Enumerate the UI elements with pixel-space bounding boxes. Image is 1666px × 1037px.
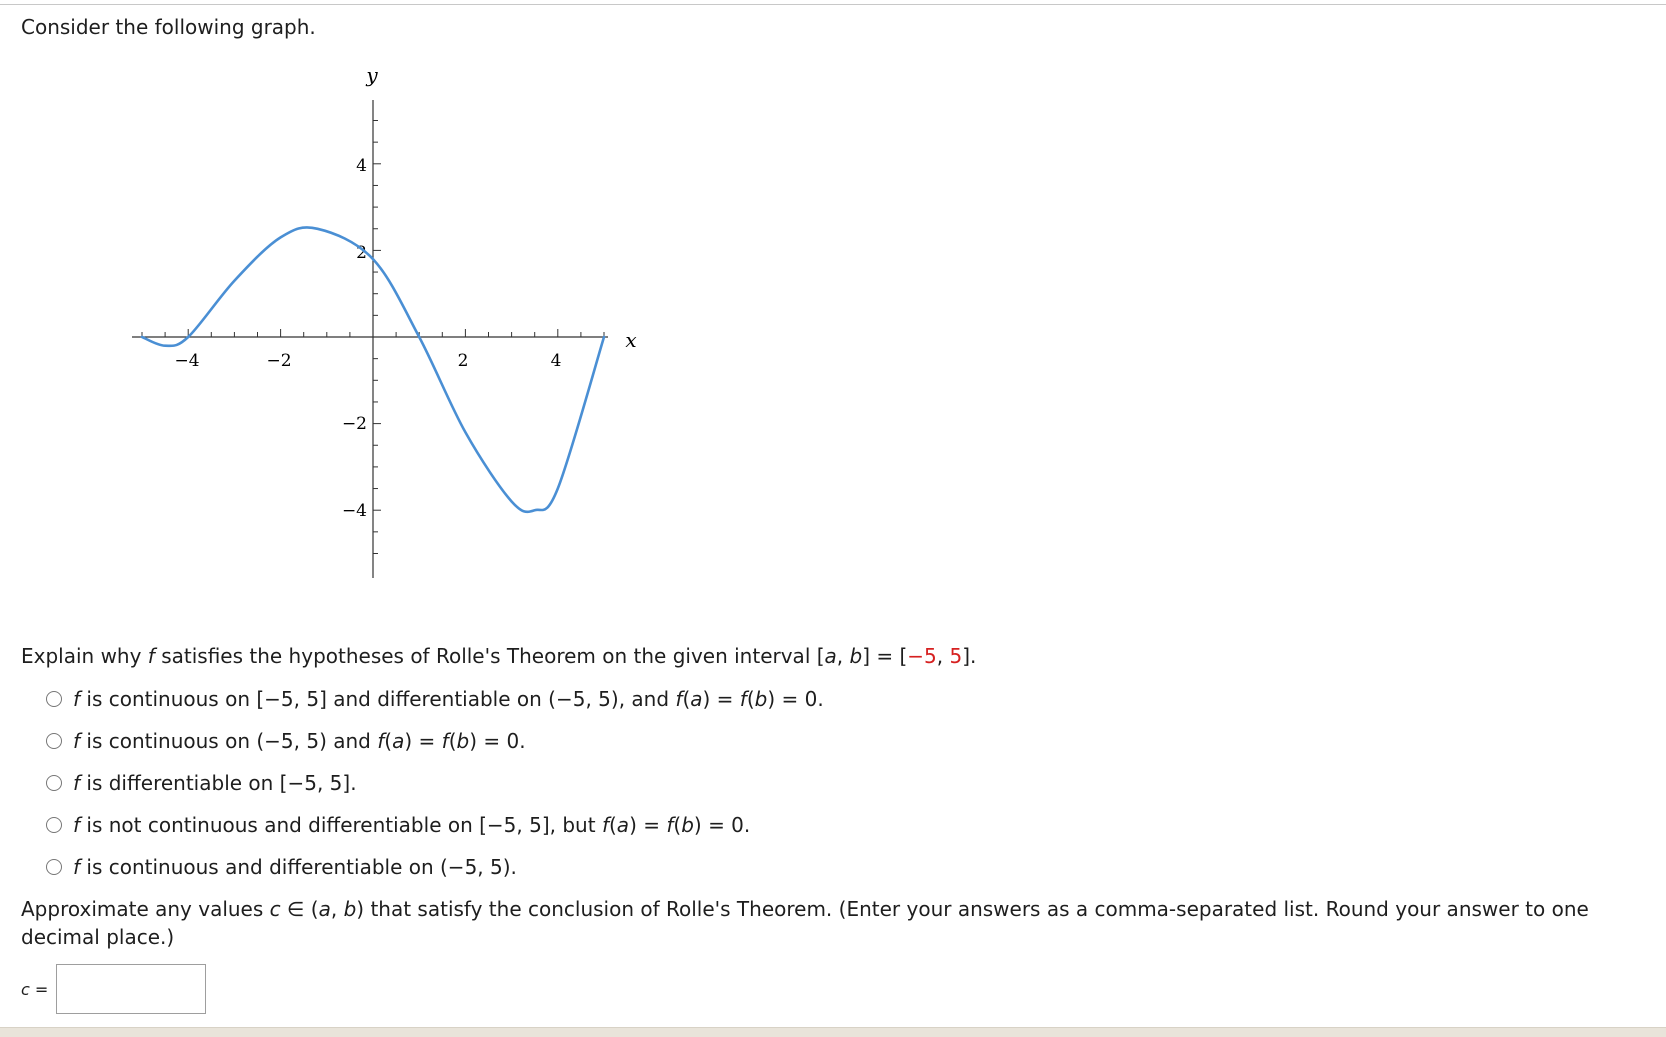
intro-text: Consider the following graph. <box>21 15 316 39</box>
question-2: Approximate any values c ∈ (a, b) that satisfy the conclusion of Rolle's Theorem. (Enter your answers as a comma-separated list. Round your answer to one decimal place.) <box>21 897 1589 949</box>
y-axis-label: y <box>366 63 378 87</box>
x-tick-label: 4 <box>550 351 562 371</box>
option-5[interactable] <box>46 846 824 888</box>
top-border <box>0 4 1666 5</box>
option-label: f is continuous on (−5, 5) and f(a) = f(b) = 0. <box>73 729 526 753</box>
y-tick-label: 4 <box>356 156 367 176</box>
radio-button[interactable] <box>46 733 62 749</box>
y-tick-label: −4 <box>341 501 367 521</box>
x-tick-label: −4 <box>174 351 200 371</box>
answer-label: c = <box>21 979 49 999</box>
option-label: f is continuous and differentiable on (−5, 5). <box>73 855 517 879</box>
option-3[interactable] <box>46 762 824 804</box>
option-label: f is not continuous and differentiable on [−5, 5], but f(a) = f(b) = 0. <box>73 813 751 837</box>
interval-upper: 5 <box>949 644 963 668</box>
answer-options <box>46 678 824 888</box>
c-answer-input[interactable] <box>56 964 206 1014</box>
x-axis-label: x <box>625 328 637 352</box>
y-tick-label: 2 <box>356 243 367 263</box>
question-1: Explain why f satisfies the hypotheses of Rolle's Theorem on the given interval [a, b] = [−5, 5]. <box>21 644 977 668</box>
answer-row <box>21 964 206 1014</box>
option-label: f is differentiable on [−5, 5]. <box>73 771 357 795</box>
option-2[interactable] <box>46 720 824 762</box>
function-graph <box>128 60 648 590</box>
radio-button[interactable] <box>46 817 62 833</box>
radio-button[interactable] <box>46 859 62 875</box>
x-tick-label: 2 <box>457 351 469 371</box>
option-1[interactable] <box>46 678 824 720</box>
graph-svg <box>128 60 648 585</box>
option-label: f is continuous on [−5, 5] and differentiable on (−5, 5), and f(a) = f(b) = 0. <box>73 687 824 711</box>
f-variable: f <box>147 644 155 668</box>
interval-lower: −5 <box>907 644 937 668</box>
y-tick-label: −2 <box>341 414 367 434</box>
x-tick-label: −2 <box>266 351 292 371</box>
option-4[interactable] <box>46 804 824 846</box>
radio-button[interactable] <box>46 691 62 707</box>
radio-button[interactable] <box>46 775 62 791</box>
